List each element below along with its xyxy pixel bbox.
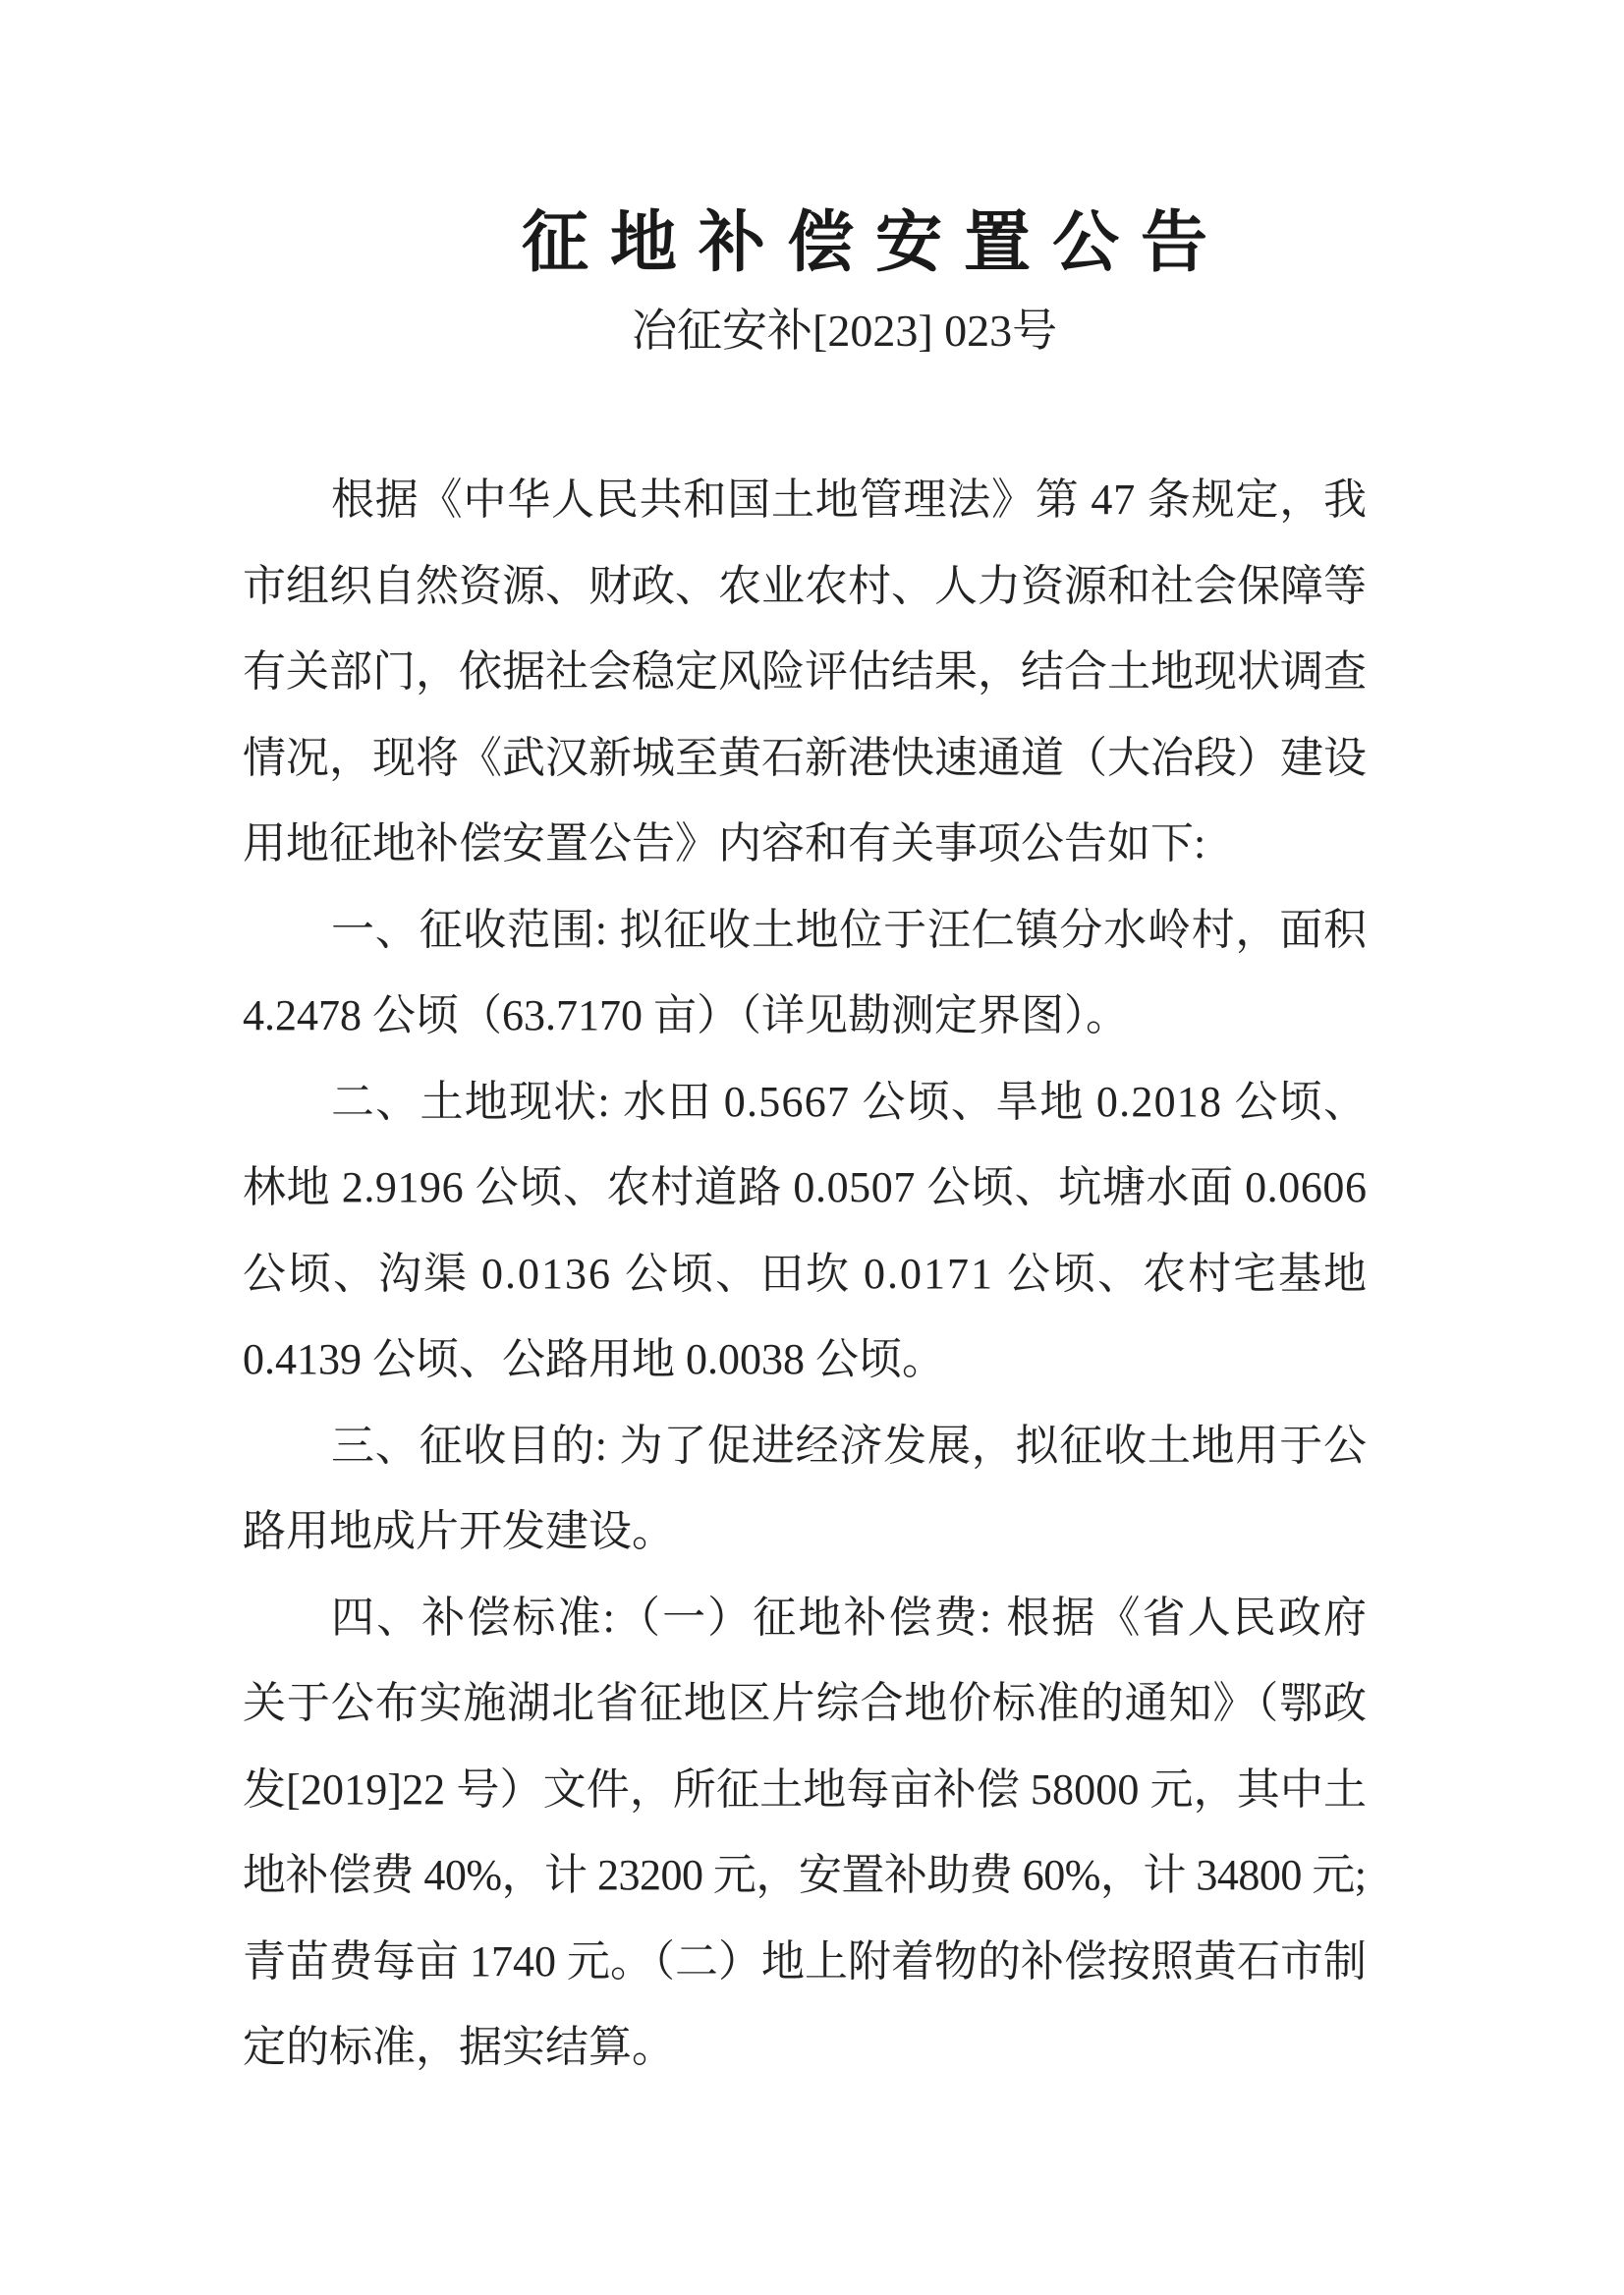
text-line: 发[2019]22 号）文件，所征土地每亩补偿 58000 元，其中土 — [243, 1764, 1368, 1814]
text-line: 青苗费每亩 1740 元。（二）地上附着物的补偿按照黄石市制 — [243, 1936, 1367, 1986]
text-line: 用地征地补偿安置公告》内容和有关事项公告如下: — [243, 819, 1206, 868]
paragraph-scope — [243, 887, 1367, 1059]
text-line: 路用地成片开发建设。 — [243, 1507, 675, 1555]
text-line: 定的标准，据实结算。 — [243, 2023, 675, 2071]
paragraph-compensation-standard — [243, 1575, 1370, 2091]
text-line: 三、征收目的: 为了促进经济发展，拟征收土地用于公 — [331, 1421, 1368, 1470]
text-line: 四、补偿标准:（一）征地补偿费: 根据《省人民政府 — [331, 1593, 1370, 1642]
text-line: 地补偿费 40%，计 23200 元，安置补助费 60%，计 34800 元; — [243, 1851, 1367, 1899]
text-line: 公顷、沟渠 0.0136 公顷、田坎 0.0171 公顷、农村宅基地 — [243, 1249, 1369, 1298]
text-line: 关于公布实施湖北省征地区片综合地价标准的通知》（鄂政 — [243, 1679, 1368, 1727]
paragraph-land-status — [243, 1059, 1367, 1403]
text-line: 一、征收范围: 拟征收土地位于汪仁镇分水岭村，面积 — [331, 905, 1368, 954]
document-body — [243, 457, 1370, 2091]
text-line: 根据《中华人民共和国土地管理法》第 47 条规定，我 — [331, 476, 1368, 524]
text-line: 0.4139 公顷、公路用地 0.0038 公顷。 — [243, 1335, 945, 1383]
text-line: 4.2478 公顷（63.7170 亩）（详见勘测定界图）。 — [243, 991, 1129, 1039]
document-title: 征地补偿安置公告 — [522, 205, 1230, 280]
text-line: 有关部门，依据社会稳定风险评估结果，结合土地现状调查 — [243, 647, 1367, 696]
text-line: 林地 2.9196 公顷、农村道路 0.0507 公顷、坑塘水面 0.0606 — [243, 1163, 1368, 1211]
paragraph-preamble — [243, 457, 1367, 887]
document-number: 冶征安补[2023] 023号 — [632, 306, 1058, 356]
text-line: 情况，现将《武汉新城至黄石新港快速通道（大冶段）建设 — [243, 733, 1367, 782]
text-line: 二、土地现状: 水田 0.5667 公顷、旱地 0.2018 公顷、 — [331, 1077, 1369, 1126]
paragraph-purpose — [243, 1403, 1367, 1575]
text-line: 市组织自然资源、财政、农业农村、人力资源和社会保障等 — [243, 561, 1367, 610]
